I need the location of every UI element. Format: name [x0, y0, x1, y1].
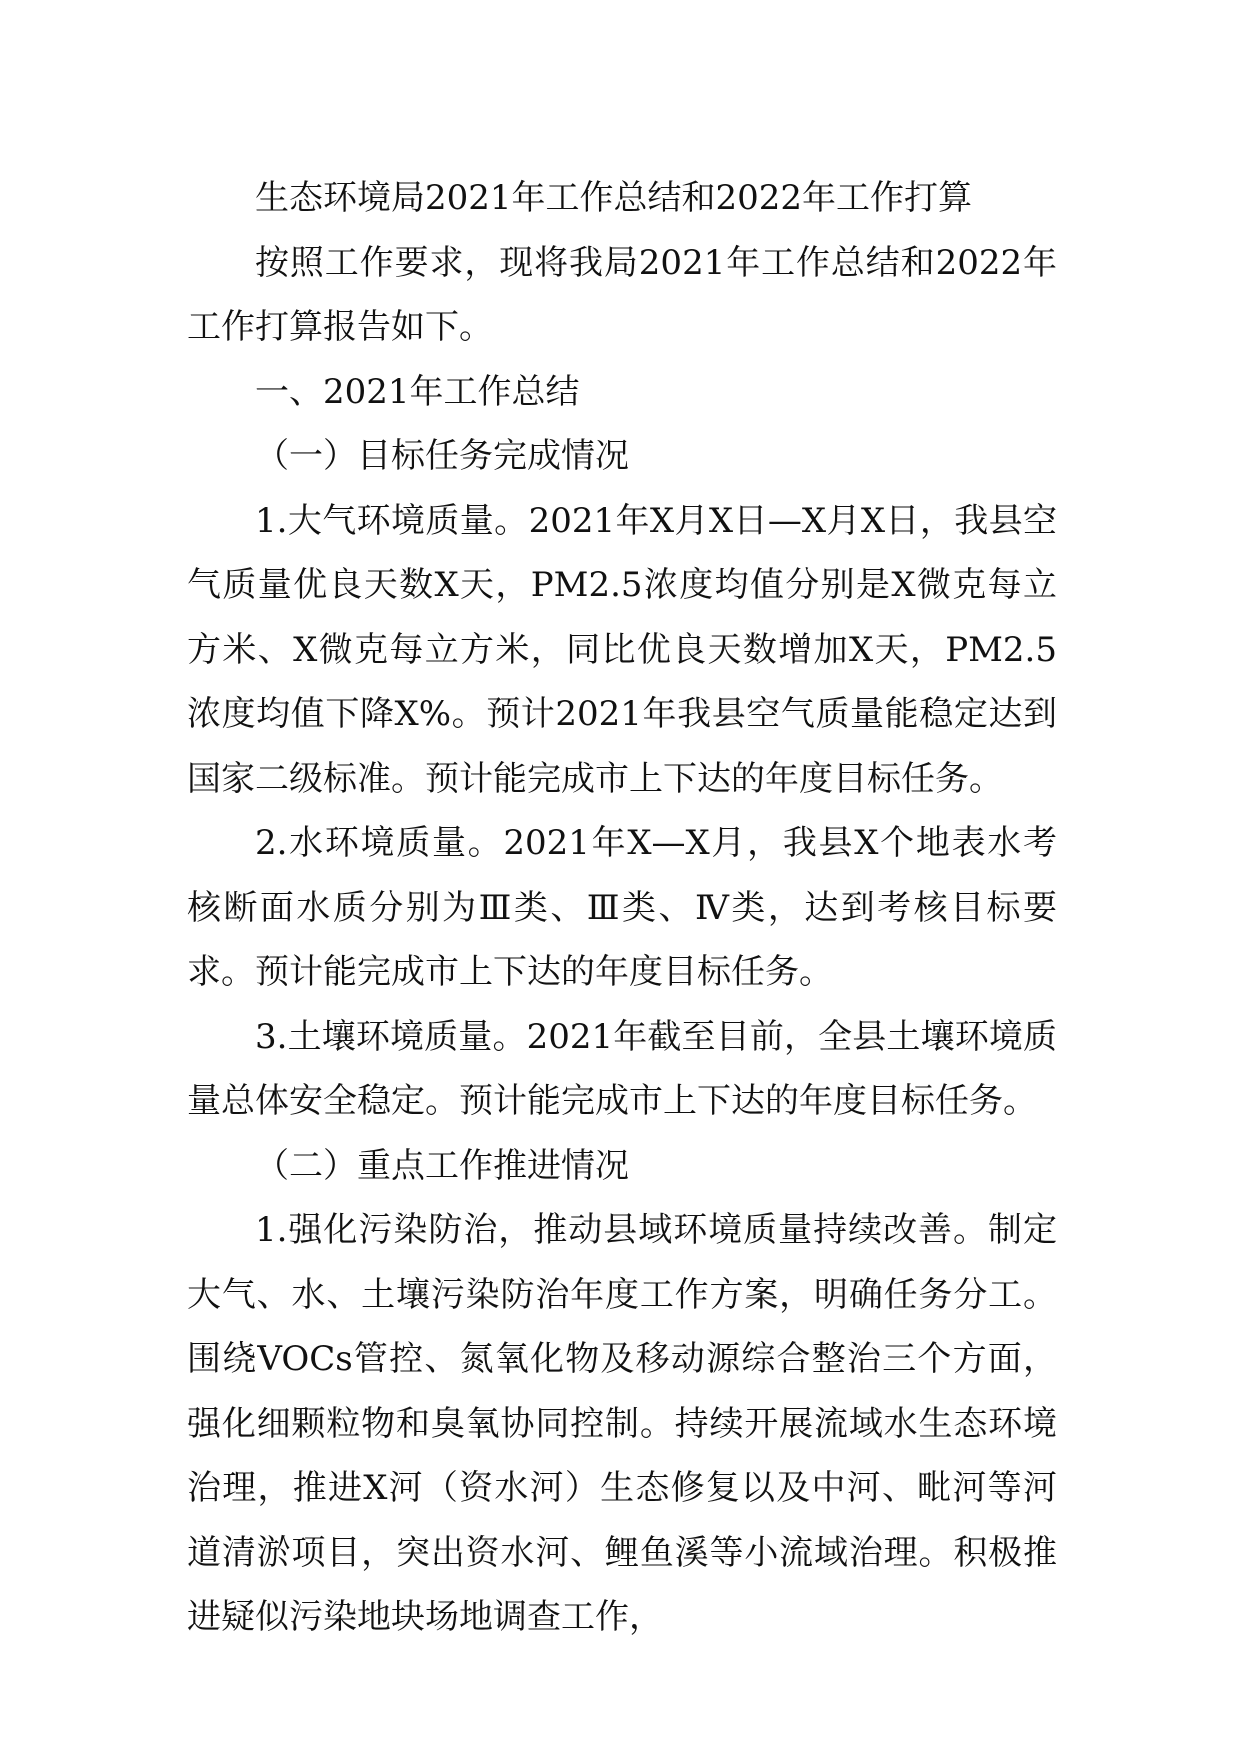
paragraph-intro: 按照工作要求，现将我局2021年工作总结和2022年工作打算报告如下。	[187, 242, 1057, 347]
section-heading-1: 一、2021年工作总结	[255, 371, 580, 412]
paragraph-pollution-control: 1.强化污染防治，推动县域环境质量持续改善。制定大气、水、土壤污染防治年度工作方案，明确任务分工。围绕VOCs管控、氮氧化物及移动源综合整治三个方面，强化细颗粒物和臭氧协同控制。持续开展流域水生态环境治理，推进X河（资水河）生态修复以及中河、毗河等河道清淤项目，突出资水河、鲤鱼溪等小流域治理。积极推进疑似污染地块场地调查工作，	[187, 1210, 1057, 1637]
paragraph-air-quality: 1.大气环境质量。2021年X月X日—X月X日，我县空气质量优良天数X天，PM2.5浓度均值分别是X微克每立方米、X微克每立方米，同比优良天数增加X天，PM2.5浓度均值下降X%。预计2021年我县空气质量能稳定达到国家二级标准。预计能完成市上下达的年度目标任务。	[187, 500, 1057, 799]
document-title: 生态环境局2021年工作总结和2022年工作打算	[255, 178, 973, 218]
paragraph-soil-quality: 3.土壤环境质量。2021年截至目前，全县土壤环境质量总体安全稳定。预计能完成市上下达的年度目标任务。	[187, 1016, 1057, 1121]
subsection-heading-2: （二）重点工作推进情况	[255, 1145, 629, 1186]
subsection-heading-1: （一）目标任务完成情况	[255, 436, 629, 476]
paragraph-water-quality: 2.水环境质量。2021年X—X月，我县X个地表水考核断面水质分别为Ⅲ类、Ⅲ类、Ⅳ类，达到考核目标要求。预计能完成市上下达的年度目标任务。	[187, 823, 1057, 992]
document-body	[187, 166, 1057, 1650]
